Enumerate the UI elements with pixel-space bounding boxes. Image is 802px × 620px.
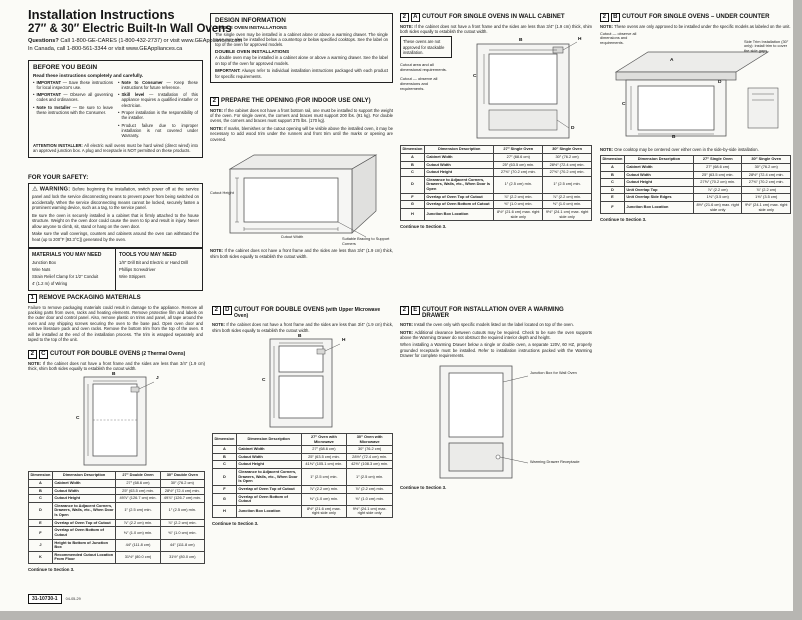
list-item: Strain Relief Clamp for 1/2″ Conduit [32,273,99,279]
section-letter-badge: B [611,13,620,22]
note-label: NOTE: [28,360,42,366]
part-number: 31-10730-1 [28,594,62,604]
col-27-oven: 27″ Single Oven [694,156,742,164]
for-your-safety-heading: FOR YOUR SAFETY: [28,174,89,181]
continue-note: Continue to Section 3. [212,520,259,526]
col-dimension: Dimension [601,156,625,164]
section-2b-heading [600,13,791,22]
warning-box [28,183,203,248]
diagram-row [400,36,592,142]
table-row: E Overlap of Oven Top of Cutout ⅞″ (2.2 cm) min. ⅞″ (2.2 cm) min. [29,519,205,527]
table-row: B Cutout Width 25″ (63.5 cm) min. 28½″ (72.4 cm) min. [29,487,205,495]
page-subtitle: 27″ & 30″ Electric Built-In Wall Ovens [28,23,232,35]
continue-note: Continue to Section 3. [400,484,447,490]
section-2c-double-ovens [28,350,205,572]
wall-cabinet-drawing [455,36,589,142]
dim-letter: D [571,126,575,132]
note-text: If the cabinet does not have a front frame and the sides are less than 3/4″ (1.9 cm) thick, shim both sides equally to establish the cutout width. [400,23,592,34]
section-title: PREPARE THE OPENING (FOR INDOOR USE ONLY) [221,96,371,104]
col-27-oven: 27″ Single Oven [494,146,543,154]
opening-diagram [210,145,393,245]
note-label: NOTE: [600,23,614,29]
diagram-caption: Cutout area and all dimensional requirements. [400,61,447,72]
table-row: H Junction Box Location 8½″ (21.6 cm) max. right side only 9½″ (24.1 cm) max. right side only [213,505,393,517]
section-2d-heading [212,306,393,320]
stackable-callout: These ovens are not approved for stackable installation. [400,36,452,57]
table-header-row [601,156,791,164]
note-label: NOTE: [210,107,224,113]
section-number-badge: 2 [600,13,609,22]
table-row: D Clearance to Adjacent Corners, Drawers, Walls, etc., When Door Is Open 1″ (2.5 cm) min. 1″ (2.5 cm) min. [401,176,592,193]
col-description: Dimension Description [52,472,115,480]
safety-paragraph-2: Be sure the oven is securely installed in a cabinet that is firmly attached to the house structure. Weight on the oven door could cause the oven to tip and result in injury. Never allow anyone to climb, sit, stand or hang on the oven door. [32,212,199,229]
materials-list [32,260,112,287]
important-label: IMPORTANT: [215,68,241,74]
under-counter-diagram [600,32,791,144]
dim-letter: H [342,338,346,344]
list-item: • Proper installation is the responsibility of the installer. [118,110,198,121]
diagram-caption: Side Trim Installation (30″ only): install trim to cover the side gaps. [744,38,789,53]
note [400,24,592,35]
section-title: CUTOUT FOR SINGLE OVENS – UNDER COUNTER [622,12,770,20]
single-oven-wall-cabinet-table [400,145,592,221]
section-2e-heading [400,306,592,320]
table-body [213,446,393,518]
list-item: • Note to Installer — Be sure to leave these instructions with the Consumer. [33,105,113,116]
section-letter-badge: E [411,306,420,315]
table-row: E Unit Overlap Side Edges 1⅜″ (3.5 cm) 1⅜″ (3.5 cm) [601,194,791,202]
dim-letter: C [473,74,477,80]
dim-letter: B [519,38,523,44]
table-row: A Cabinet Width 27″ (68.6 cm) 30″ (76.2 cm) [401,154,592,162]
list-item: • Note to Consumer — Keep these instructions for future reference. [118,80,198,91]
table-row: G Overlap of Oven Bottom of Cutout ⅜″ (1.0 cm) min. ⅜″ (1.0 cm) min. [213,493,393,505]
list-item: 1/8″ Drill Bit and Electric or Hand Drill [119,259,189,265]
before-you-begin-right-list [118,80,198,141]
before-you-begin-intro: Read these instructions completely and carefully. [33,72,144,78]
table-row: K Recommended Cutout Location From Floor 31½″ (80.0 cm) 31½″ (80.0 cm) [29,551,205,563]
note-1 [210,108,393,124]
list-item: • Skill level — Installation of this appliance requires a qualified installer or electrician. [118,92,198,108]
note-text: If the cabinet does not have a front bottom rail, one must be installed to support the weight of the oven. For single ovens, the corners and braces must support 200 lbs. (91 kg). For double ovens, the corners and braces must support 375 lbs. (170 kg). [210,107,393,124]
note-label: NOTE: [400,329,414,335]
questions-text: Call 1-800-GE-CARES (1-800-432-2737) or visit www.GEAppliances.com [58,37,243,44]
dim-letter: B [112,372,116,378]
cutout-width-label: Cutout Width [280,234,304,240]
note-label: NOTE: [600,146,614,152]
dim-letter: H [578,37,582,43]
questions-label: Questions? [28,37,59,44]
note [28,361,205,372]
note-text: If the cabinet does not have a front frame and the sides are less than 3/4″ (1.9 cm) thick, shim both sides equally to establish the cutout width. [210,248,393,259]
design-information-section [210,13,393,83]
note-1 [400,322,592,327]
table-row: C Cutout Height 49⅞″ (126.7 cm) min. 49⅞″ (126.7 cm) min. [29,495,205,503]
section-2d-double-with-microwave [212,306,393,526]
tools-column [115,249,202,290]
continue-note: Continue to Section 3. [600,217,647,223]
attention-text: All electric wall ovens must be hard wired (direct wired) into an approved junction box. A plug and receptacle is NOT permitted on these products. [33,142,198,154]
table-row: C Cutout Height 27⅝″ (70.2 cm) min. 27⅝″ (70.2 cm) min. [401,169,592,177]
table-row: C Cutout Height 27⅝″ (70.2 cm) min. 27⅝″ (70.2 cm) min. [601,179,791,187]
table-row: G Overlap of Oven Bottom of Cutout ⅜″ (1.0 cm) min. ⅜″ (1.0 cm) min. [401,201,592,209]
double-oven-microwave-diagram [212,336,393,430]
note-text: If the cabinet does not have a front frame and the sides are less than 3/4″ (1.9 cm) thick, shim both sides equally to establish the cutout width. [212,322,393,333]
section-letter-badge: A [411,13,420,22]
warming-drawer-receptacle-label: Warming Drawer Receptacle [530,458,580,464]
note-text: One cooktop may be centered over either oven in the side-by-side installation. [613,146,759,152]
double-oven-microwave-drawing [212,336,393,430]
table-row: B Cutout Width 25″ (63.5 cm) min. 28½″ (72.4 cm) min. [401,161,592,169]
for-your-safety-section [28,174,203,248]
table-body [601,164,791,214]
note-3 [210,248,393,259]
warning-icon: ⚠ [32,186,39,193]
section-2a-heading [400,13,592,22]
important-note [215,68,388,79]
before-you-begin-heading: BEFORE YOU BEGIN [33,64,98,71]
col-30-oven: 30″ Single Oven [742,156,791,164]
tools-list [119,260,199,280]
warning-paragraph [32,186,199,211]
note-2 [210,126,393,142]
table-row: A Cabinet Width 27″ (68.6 cm) 30″ (76.2 cm) [213,446,393,454]
cutout-height-label: Cutout Height [210,190,234,196]
single-oven-subheading: SINGLE OVEN INSTALLATIONS [215,26,287,31]
double-oven-diagram [28,374,205,468]
double-oven-drawing [28,374,205,468]
table-body [401,154,592,221]
table-body [29,480,205,564]
materials-tools-columns [29,249,202,290]
diagram-caption: Cutout — observe all dimensions and requirements. [600,30,637,45]
table-row: C Cutout Height 41⅜″ (105.1 cm) min. 42⅝″ (108.3 cm) min. [213,461,393,469]
single-oven-under-counter-table [600,155,791,214]
attention-installer-note [33,143,198,154]
section-1-heading [28,294,203,303]
cooktop-note [600,147,791,152]
warning-label: WARNING: [39,186,71,193]
double-oven-subheading: DOUBLE OVEN INSTALLATIONS [215,49,290,55]
note-text: Additional clearance between cutouts may be required. Check to be sure the oven supports above the Warming Drawer do not obstruct the required interior depth and height. [400,329,592,341]
list-item: Junction Box [32,259,56,265]
section-number-badge: 2 [210,97,219,106]
section-title: CUTOUT FOR INSTALLATION OVER A WARMING DRAWER [422,305,564,320]
table-header-row [213,434,393,446]
section-2b-single-under-counter [600,13,791,222]
table-row: F Overlap of Oven Top of Cutout ⅞″ (2.2 cm) min. ⅞″ (2.2 cm) min. [401,193,592,201]
note-2 [400,330,592,341]
list-item: • IMPORTANT — Save these instructions for local inspector's use. [33,80,113,91]
col-27-oven: 27″ Oven with Microwave [301,434,347,446]
table-header-row [29,472,205,480]
before-you-begin-section [28,60,203,158]
section-title: CUTOUT FOR SINGLE OVENS IN WALL CABINET [422,12,565,20]
before-you-begin-columns [33,80,198,141]
dim-letter: J [156,376,159,382]
dim-letter: C [622,101,626,107]
warming-drawer-paragraph: When installing a Warming Drawer below a single or double oven, a separate 120V, 60 HZ, properly grounded receptacle must be installed. Refer to installation instructions packed with the Warming Drawer for complete requirements. [400,342,592,359]
dim-letter: C [262,378,266,384]
callout-column [400,36,452,142]
date-code: 04-05-29 [65,597,81,601]
col-30-oven: 30″ Double Oven [160,472,204,480]
materials-heading: MATERIALS YOU MAY NEED [32,251,102,258]
table-row: D Clearance to Adjacent Corners, Drawers, Walls, etc., When Door Is Open 1″ (2.5 cm) min. 1″ (2.5 cm) min. [29,502,205,519]
double-oven-paragraph: A double oven may be installed in a cabinet alone or above a warming drawer. See the label on top of the oven for approved models. [215,55,388,66]
col-dimension: Dimension [213,434,237,446]
col-30-oven: 30″ Single Oven [543,146,592,154]
table-row: A Cabinet Width 27″ (68.6 cm) 30″ (76.2 cm) [601,164,791,172]
note-label: NOTE: [210,125,224,131]
attention-label: ATTENTION INSTALLER: [33,142,83,148]
section-title: CUTOUT FOR DOUBLE OVENS (2 Thermal Ovens) [50,349,186,357]
table-row: D Unit Overlap Top ⅞″ (2.2 cm) ⅞″ (2.2 cm) [601,186,791,194]
double-oven-microwave-table [212,433,393,518]
note-text: Install the oven only with specific models listed on the label located on top of the oven. [413,322,574,328]
double-oven-table [28,471,205,564]
col-dimension: Dimension [29,472,53,480]
note-label: NOTE: [210,248,224,254]
section-number-badge: 2 [400,306,409,315]
section-number-badge: 2 [400,13,409,22]
canada-line: In Canada, call 1-800-561-3344 or visit www.GEAppliances.ca [28,46,183,52]
table-row: B Cutout Width 25″ (63.5 cm) min. 28½″ (72.4 cm) min. [213,453,393,461]
section-title: REMOVE PACKAGING MATERIALS [39,293,141,301]
note-text: If marks, blemishes or the cutout opening will be visible above the installed oven, it may be necessary to add wood trim under the runners and front trim until the marks or opening are covered. [210,125,393,142]
important-text: Always refer to individual installation instructions packaged with each product for specific requirements. [215,68,388,79]
note-label: NOTE: [212,322,226,328]
col-description: Dimension Description [624,156,693,164]
col-description: Dimension Description [236,434,301,446]
section-number-badge: 2 [28,350,37,359]
warming-drawer-diagram [400,362,592,482]
dim-letter: A [670,57,674,63]
col-30-oven: 30″ Oven with Microwave [347,434,393,446]
section-title: CUTOUT FOR DOUBLE OVENS (with Upper Microwave Oven) [234,305,381,320]
note-text: If the cabinet does not have a front frame and the sides are less than 3/4″ (1.9 cm) thick, shim both sides equally to establish the cutout width. [28,360,205,371]
continue-note: Continue to Section 3. [28,566,75,572]
col-27-oven: 27″ Double Oven [116,472,160,480]
section-1-body: Failure to remove packaging materials could result in damage to the appliance. Remove all packing parts from oven, racks and heating elements. Remove protective film and labels on the outer door and control panel. Also, remove plastic on trims and panel, all tape around the oven and any shipping screws securing the oven to the base pad. Open oven door and remove literature pack and oven racks. Remove the bottom trim from the top of the oven. It will be installed at the end of the installation process. The trim is wrapped separately and taped to the top of the unit. [28,304,203,343]
col-description: Dimension Description [424,146,494,154]
table-header-row [401,146,592,154]
cabinet-opening-drawing [210,145,393,245]
list-item: Wire Nuts [32,266,51,272]
wall-cabinet-diagram [455,36,592,142]
continue-note: Continue to Section 3. [400,224,447,230]
diagram-caption: Cutout — observe all dimensions and requirements. [400,75,438,91]
note-label: NOTE: [400,322,414,328]
table-row: J Height to Bottom of Junction Box 44″ (111.8 cm) 44″ (111.8 cm) [29,539,205,551]
list-item: • Product failure due to improper installation is not covered under Warranty. [118,123,198,139]
safety-paragraph-3: Make sure the wall coverings, counters and cabinets around the oven can withstand the heat (up to 200°F [93.3°C]) generated by the oven. [32,231,199,242]
bracing-label: Suitable Bracing to Support Corners [342,236,390,246]
section-2-heading [210,97,393,106]
materials-tools-section [28,248,203,291]
table-row: D Clearance to Adjacent Corners, Drawers, Walls, etc., When Door Is Open 1″ (2.5 cm) min. 1″ (2.5 cm) min. [213,469,393,486]
section-letter-badge: D [223,306,232,315]
table-row: F Junction Box Location 8½″ (21.6 cm) max. right side only 9½″ (24.1 cm) max. right side only [601,202,791,214]
table-row: B Cutout Width 25″ (63.5 cm) min. 28½″ (72.4 cm) min. [601,171,791,179]
list-item: 4′ (1.2 m) of Wiring [32,280,68,286]
section-letter-badge: C [39,350,48,359]
section-2c-heading [28,350,205,359]
list-item: • IMPORTANT — Observe all governing codes and ordinances. [33,92,113,103]
table-row: A Cabinet Width 27″ (68.6 cm) 30″ (76.2 cm) [29,480,205,488]
section-number-badge: 2 [212,306,221,315]
table-row: F Overlap of Oven Bottom of Cutout ⅜″ (1.0 cm) min. ⅜″ (1.0 cm) min. [29,527,205,539]
single-oven-paragraph: The single oven may be installed in a cabinet alone or above a warming drawer. The single oven may also be installed below a countertop or below specified cooktops. See the label on top of the oven for approved models. [215,31,388,48]
dim-letter: B [672,134,676,140]
note-text: These ovens are only approved to be installed under the specific models as labeled on the unit. [613,23,791,29]
list-item: Wire Strippers [119,273,146,279]
dim-letter: D [718,79,722,85]
section-number-badge: 1 [28,294,37,303]
note [212,322,393,333]
section-2e-warming-drawer [400,306,592,490]
list-item: Phillips Screwdriver [119,266,156,272]
col-dimension: Dimension [401,146,425,154]
materials-column [29,249,115,290]
before-you-begin-left-list [33,80,113,141]
warning-text: Before beginning the installation, switch power off at the service panel and lock the service disconnecting means to prevent power from being switched on accidentally. When the service disconnecting means cannot be locked, securely fasten a prominent warning device, such as a tag, to the service panel. [32,186,200,211]
table-row: H Junction Box Location 8½″ (21.6 cm) max. right side only 9½″ (24.1 cm) max. right side only [401,208,592,220]
section-2a-single-wall-cabinet [400,13,592,229]
dim-letter: B [298,334,302,340]
tools-heading: TOOLS YOU MAY NEED [119,251,177,258]
junction-box-label: Junction Box for Wall Oven [530,369,577,375]
dim-letter: C [76,416,80,422]
section-1-remove-packaging [28,294,203,343]
design-info-heading: DESIGN INFORMATION [215,17,286,24]
page-title: Installation Instructions [28,7,175,22]
page-footer [28,594,81,604]
note-label: NOTE: [400,23,414,29]
table-row: F Overlap of Oven Top of Cutout ⅞″ (2.2 cm) min. ⅞″ (2.2 cm) min. [213,485,393,493]
note [600,24,791,29]
section-2-prepare-opening [210,97,393,261]
